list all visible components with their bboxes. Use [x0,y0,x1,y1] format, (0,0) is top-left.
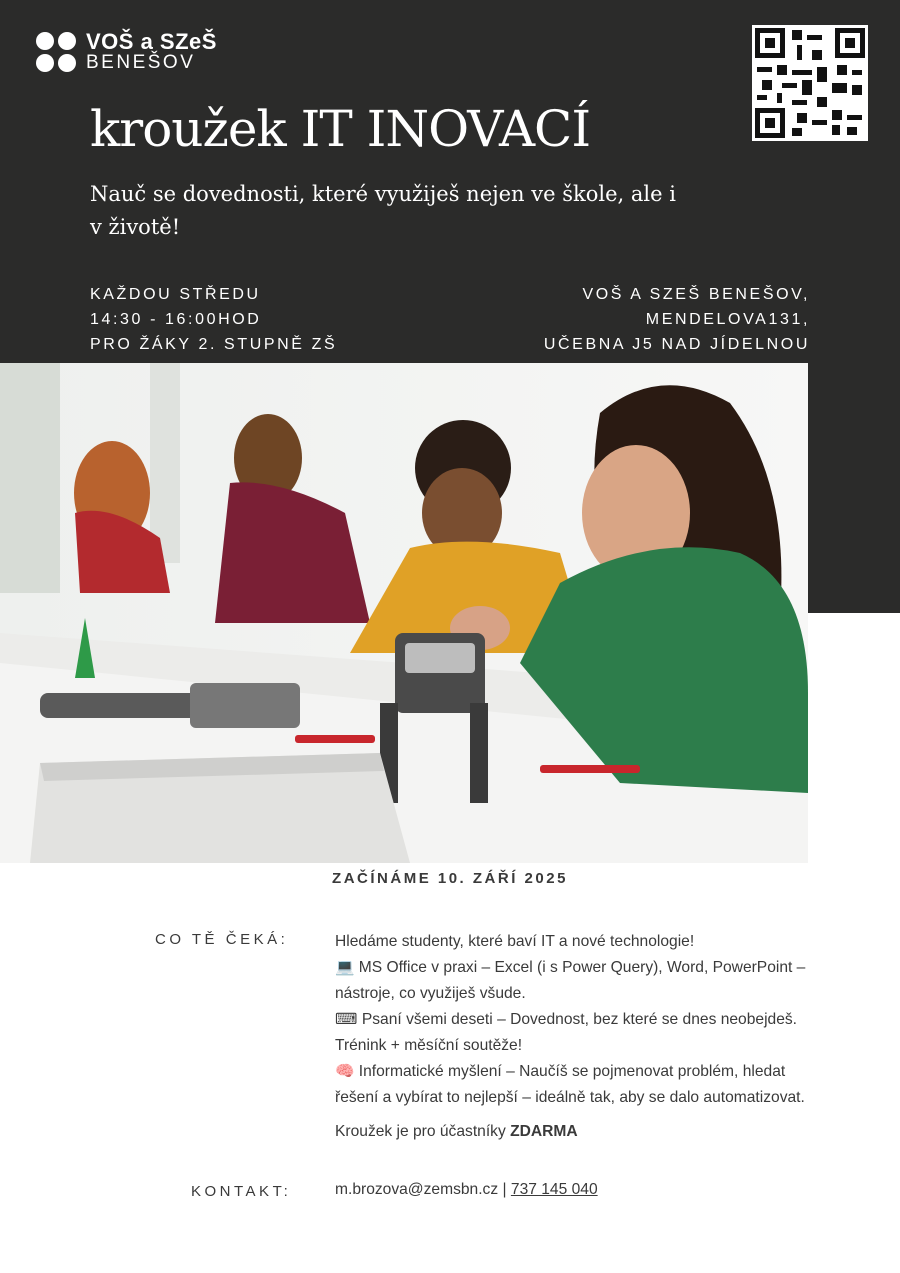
program-item: 💻 MS Office v praxi – Excel (i s Power Query), Word, PowerPoint – nástroje, co využiješ všude. [335,959,806,1002]
program-intro: Hledáme studenty, které baví IT a nové technologie! [335,933,695,950]
venue-room: UČEBNA J5 NAD JÍDELNOU [543,336,810,353]
schedule-day: KAŽDOU STŘEDU [90,286,261,303]
program-item: 🧠 Informatické myšlení – Naučíš se pojmenovat problém, hledat řešení a vybírat to nejlepší – ideálně tak, aby se dalo automatizovat. [335,1063,805,1106]
page-title: kroužek IT INOVACÍ [90,100,591,158]
page-subtitle: Nauč se dovednosti, které využiješ nejen ve škole, ale i v životě! [90,182,676,239]
side-accent-block [808,363,900,613]
venue-info [544,282,810,357]
schedule-info [90,282,337,357]
venue-address: MENDELOVA131, [645,311,810,328]
contact-label: KONTAKT: [191,1183,292,1200]
venue-school: VOŠ A SZEŠ BENEŠOV, [582,286,810,303]
contact-phone-link[interactable]: 737 145 040 [510,1181,598,1198]
brain-icon: 🧠 [335,1063,355,1080]
contact-separator: | [502,1181,507,1198]
school-logo [36,30,217,73]
start-date: ZAČÍNÁME 10. ZÁŘÍ 2025 [332,870,568,887]
children-robotics-photo [0,363,808,863]
program-description [335,929,815,1145]
logo-name: VOŠ a SZeŠ [86,29,217,54]
logo-mark-icon [36,32,76,72]
laptop-icon: 💻 [335,959,355,976]
contact-info [335,1181,598,1199]
contact-email[interactable]: m.brozova@zemsbn.cz [335,1181,499,1198]
schedule-audience: PRO ŽÁKY 2. STUPNĚ ZŠ [90,336,338,353]
schedule-time: 14:30 - 16:00HOD [90,311,262,328]
free-notice: Kroužek je pro účastníky ZDARMA [335,1123,578,1140]
free-badge: ZDARMA [510,1123,578,1140]
program-item: ⌨ Psaní všemi deseti – Dovednost, bez které se dnes neobejdeš. Trénink + měsíční soutěže! [335,1011,798,1054]
logo-city: BENEŠOV [86,52,196,74]
keyboard-icon: ⌨ [335,1011,358,1028]
program-label: CO TĚ ČEKÁ: [155,931,289,948]
qr-code-icon[interactable] [752,25,868,141]
